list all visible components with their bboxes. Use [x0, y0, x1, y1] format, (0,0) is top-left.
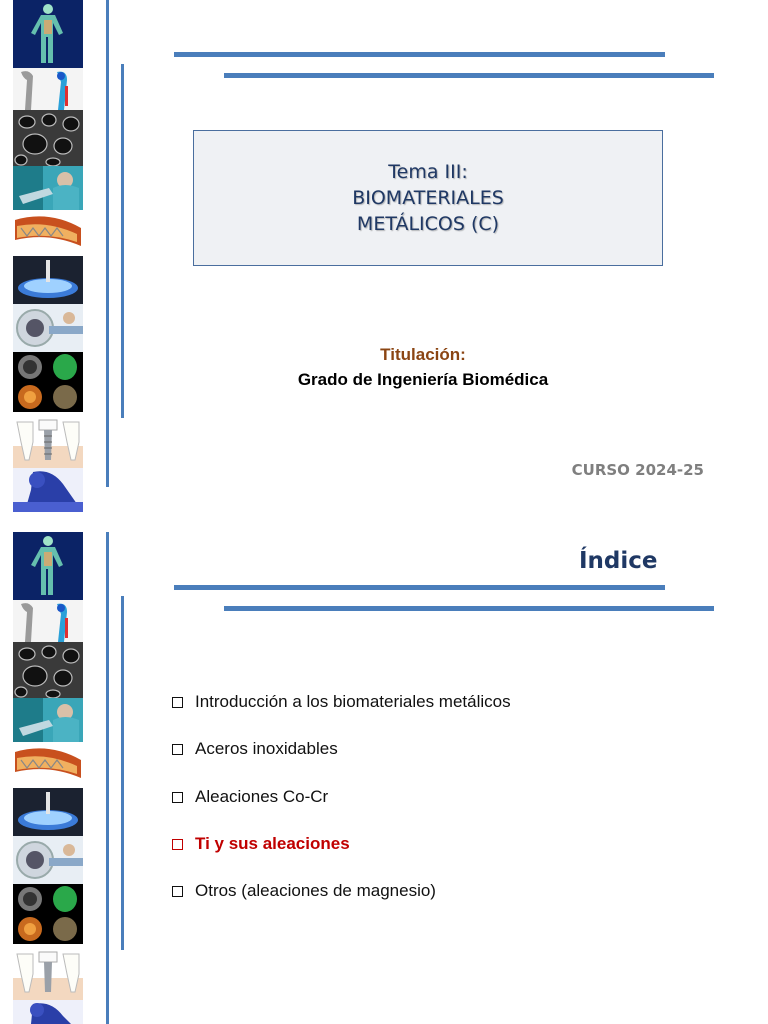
list-item-label: Aleaciones Co-Cr — [195, 787, 329, 806]
stent-icon — [13, 210, 83, 256]
checkbox-icon — [172, 839, 183, 850]
checkbox-icon — [172, 792, 183, 803]
course-year: CURSO 2024-25 — [571, 461, 704, 479]
surgery-icon — [13, 698, 83, 742]
page-title: Índice — [579, 548, 658, 574]
mri-icon — [13, 836, 83, 884]
title-box — [193, 130, 663, 266]
title-line-2: BIOMATERIALES — [352, 187, 504, 209]
stent-icon — [13, 742, 83, 788]
bone-scaffold-icon — [13, 642, 83, 698]
accent-vertical-line — [121, 596, 124, 950]
title-line-1: Tema III: — [388, 161, 468, 183]
checkbox-icon — [172, 744, 183, 755]
title-line-3: METÁLICOS (C) — [356, 213, 500, 235]
degree-name: Grado de Ingeniería Biomédica — [297, 370, 549, 389]
checkbox-icon — [172, 886, 183, 897]
list-item-label: Introducción a los biomateriales metálicos — [195, 692, 511, 711]
femur-implant-icon — [13, 600, 83, 642]
list-item-active — [172, 834, 350, 854]
list-item — [172, 881, 436, 901]
image-strip — [13, 0, 83, 512]
dental-implant-icon — [13, 416, 83, 468]
list-item — [172, 692, 511, 712]
accent-line-bottom — [224, 606, 714, 611]
accent-vertical-line-outer — [106, 532, 109, 1024]
human-body-icon — [13, 0, 83, 68]
femur-implant-icon — [13, 68, 83, 110]
accent-line-bottom — [224, 73, 714, 78]
accent-vertical-line-outer — [106, 0, 109, 487]
accent-line-top — [174, 52, 665, 57]
lens-icon — [13, 788, 83, 836]
list-item — [172, 739, 338, 759]
surgery-icon — [13, 166, 83, 210]
bone-scaffold-icon — [13, 110, 83, 166]
patient-icon — [13, 468, 83, 512]
slide-index — [0, 512, 768, 1024]
list-item-label: Aceros inoxidables — [195, 739, 338, 758]
list-item — [172, 787, 328, 807]
list-item-label: Ti y sus aleaciones — [195, 834, 350, 853]
lens-icon — [13, 256, 83, 304]
titulacion-label: Titulación: — [380, 345, 466, 364]
brain-scan-icon — [13, 884, 83, 944]
accent-line-top — [174, 585, 665, 590]
patient-icon — [13, 1000, 83, 1024]
list-item-label: Otros (aleaciones de magnesio) — [195, 881, 436, 900]
dental-implant-icon — [13, 948, 83, 1000]
human-body-icon — [13, 532, 83, 600]
image-strip — [13, 532, 83, 1024]
checkbox-icon — [172, 697, 183, 708]
